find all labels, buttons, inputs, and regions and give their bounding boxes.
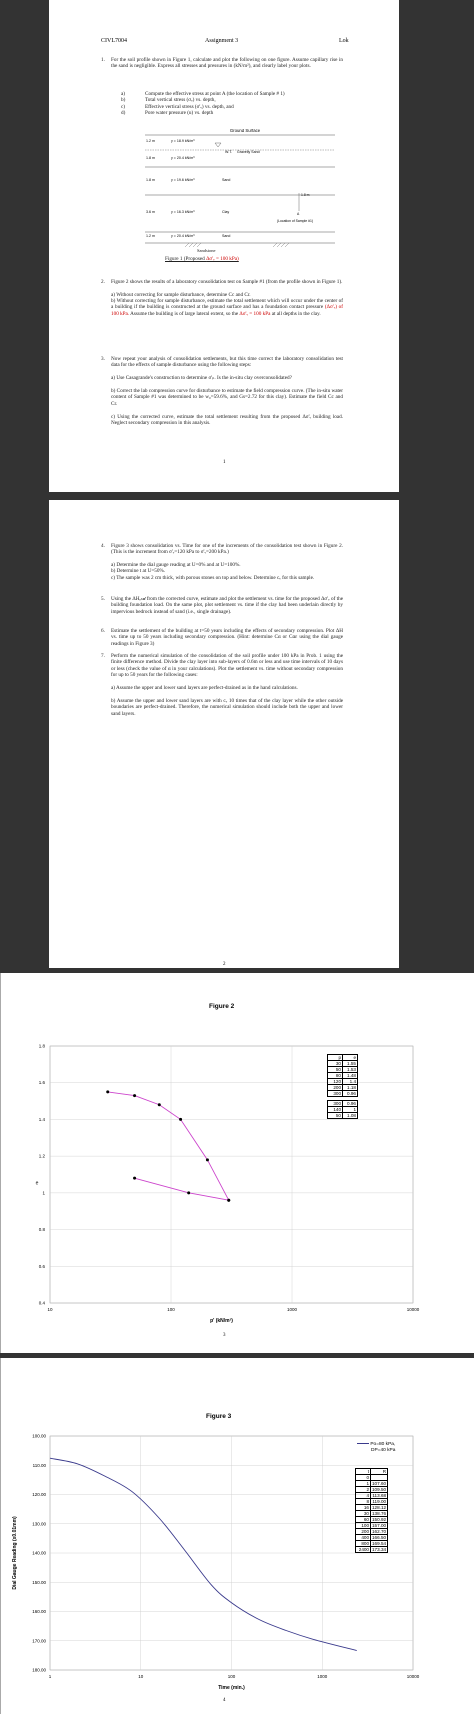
table-cell: 4 <box>356 1493 371 1499</box>
y-tick-label: 1.4 <box>38 1116 45 1122</box>
q4-part-c: c) The sample was 2 cm thick, with porous stones on top and below. Determine cᵥ for this sample. <box>111 575 315 581</box>
table-cell: 2 <box>356 1487 371 1493</box>
x-tick-label: 1000 <box>317 1674 328 1679</box>
layer-unit-weight: γ = 20.4 kN/m³ <box>171 234 195 238</box>
x-axis-label: p' (kN/m²) <box>210 1318 233 1324</box>
q3-part-c: c) Using the corrected curve, estimate the total settlement resulting from the proposed Δσ'ᵥ building load. Neglect secondary compression in this analysis. <box>111 414 343 427</box>
x-tick-label: 1 <box>48 1674 52 1679</box>
table-cell: 120 <box>328 1079 343 1085</box>
figure-2-chart <box>1 973 474 1353</box>
table-cell: 100 <box>356 1523 371 1529</box>
q1-item-label: a) <box>121 91 126 97</box>
bedrock-label: Sandstone <box>197 248 216 253</box>
q5-text: Using the ΔHₑₙ𝒹 from the corrected curve, estimate and plot the settlement vs. time for the proposed Δσ'ᵥ of the building foundation load. On the same plot, plot settlement vs. time if the clay had been underlain directly by impervious bedrock instead of sand (i.e., single drainage). <box>111 596 343 615</box>
y-tick-label: 160.00 <box>32 1609 46 1614</box>
layer-thickness: 1.8 m <box>146 156 155 160</box>
figure-1-caption-text: Figure 1 (Proposed <box>165 256 207 262</box>
table-cell: 80 <box>328 1073 343 1079</box>
document-page-2 <box>49 500 399 968</box>
table-cell: 1.55 <box>343 1061 358 1067</box>
y-tick-label: 1.6 <box>38 1080 45 1086</box>
y-tick-label: 1.2 <box>38 1153 45 1159</box>
q1-item-text: Total vertical stress (σᵥ) vs. depth, <box>145 97 216 104</box>
table-cell: 300 <box>328 1101 343 1107</box>
table-cell: R <box>371 1469 388 1475</box>
y-tick-label: 180.00 <box>32 1667 46 1673</box>
x-tick-label: 10 <box>138 1674 144 1679</box>
y-tick-label: 150.00 <box>32 1579 46 1585</box>
page-number: 3 <box>223 1333 226 1338</box>
table-cell: 50 <box>328 1113 343 1119</box>
layer-thickness: 1.2 m <box>146 139 155 143</box>
table-cell: 2400 <box>356 1547 371 1553</box>
x-tick-label: 10000 <box>406 1674 420 1679</box>
y-tick-label: 170.00 <box>32 1638 46 1644</box>
q3-part-b: b) Correct the lab compression curve for disturbance to estimate the field compression curve. (The in-situ water content of Sample #1 was determined to be w₀=59.6%, and Gs=2.72 for this clay). Estimate the field Cc and Cr. <box>111 388 343 407</box>
layer-soil-type: Sand <box>222 178 231 182</box>
water-table-icon <box>215 143 221 147</box>
table-cell: 30 <box>328 1061 343 1067</box>
figure-1-caption-load: Δσ'ᵥ = 100 kPa) <box>206 256 239 262</box>
y-tick-label: 140.00 <box>32 1550 46 1556</box>
point-a-label: A <box>297 212 300 216</box>
data-point <box>133 1177 136 1180</box>
series-line <box>135 1178 229 1200</box>
legend-line-swatch <box>357 1443 369 1444</box>
y-tick-label: 110.00 <box>32 1462 46 1468</box>
layer-unit-weight: γ = 18.9 kN/m³ <box>171 139 195 143</box>
layer-unit-weight: γ = 16.3 kN/m³ <box>171 210 195 214</box>
q2-part-a: a) Without correcting for sample disturbance, determine Cc and Cr. <box>111 292 251 298</box>
author-name: Lok <box>339 38 349 44</box>
table-cell: 200 <box>356 1529 371 1535</box>
table-cell: 200 <box>328 1085 343 1091</box>
q3-part-a: a) Use Casagrande's construction to determine σ'ₚ. Is the in-situ clay overconsolidated? <box>111 375 292 381</box>
table-cell: 50 <box>328 1067 343 1073</box>
x-tick-label: 10000 <box>406 1307 420 1312</box>
q4-number: 4. <box>101 543 105 549</box>
page-number: 4 <box>223 1698 226 1703</box>
y-tick-label: 1.8 <box>38 1043 45 1049</box>
data-point <box>133 1094 136 1097</box>
table-cell: 113.68 <box>372 1493 387 1498</box>
y-tick-label: 130.00 <box>32 1521 46 1527</box>
q2-part-b-load-2: Δσ'ᵥ = 100 kPa <box>239 310 271 317</box>
series-line <box>108 1092 229 1200</box>
layer-unit-weight: γ = 20.4 kN/m³ <box>171 156 195 160</box>
y-tick-label: 0.6 <box>38 1263 45 1269</box>
table-cell: e <box>343 1055 358 1061</box>
table-cell: 109.50 <box>372 1487 387 1492</box>
sample-location-label: (Location of Sample #1) <box>277 219 313 223</box>
assignment-title: Assignment 3 <box>205 38 239 44</box>
plot-area <box>50 1046 413 1303</box>
q1-number: 1. <box>101 57 105 63</box>
table-cell: 30 <box>356 1511 371 1517</box>
q4-part-b: b) Determine t at U=50%. <box>111 568 166 574</box>
q1-item <box>121 110 351 116</box>
table-cell: t <box>356 1469 371 1475</box>
table-cell: 400 <box>356 1535 371 1541</box>
q7-part-b: b) Assume the upper and lower sand layers are with cᵥ 10 times that of the clay layer while the other outside boundaries are perfect-drained. Therefore, the numerical simulation should include both the upper and lower sand layers. <box>111 698 343 717</box>
table-cell: 8 <box>356 1499 371 1505</box>
q7-part-a: a) Assume the upper and lower sand layers are perfect-drained as in the hand calculations. <box>111 685 298 691</box>
water-table-label: W.T. <box>225 150 232 154</box>
table-cell: 162.70 <box>372 1529 387 1534</box>
q3-number: 3. <box>101 356 105 362</box>
soil-profile-diagram <box>145 129 345 247</box>
table-cell: 169.54 <box>372 1541 387 1546</box>
table-cell: 128.12 <box>372 1505 387 1510</box>
figure-1-caption <box>165 256 239 262</box>
table-cell: 300 <box>328 1091 343 1097</box>
q1-item-text: Effective vertical stress (σ'ᵥ) vs. depth, and <box>145 103 234 110</box>
q2-intro: Figure 2 shows the results of a laboratory consolidation test on Sample #1 (from the profile shown in Figure 1). <box>111 279 343 285</box>
y-tick-label: 120.00 <box>32 1492 46 1497</box>
table-row <box>356 1547 388 1553</box>
figure-3-chart <box>1 1358 474 1714</box>
q6-number: 6. <box>101 628 105 634</box>
document-page-3 <box>0 973 474 1353</box>
q7-text: Perform the numerical simulation of the consolidation of the soil profile under 100 kPa in Prob. 1 using the finite difference method. Divide the clay layer into sub-layers of 0.6m or less and use time intervals of 10 days or less (check the value of α in your calculations). Plot the settlement vs. time without secondary compression for up to 50 years for the following cases: <box>111 653 343 678</box>
y-axis-label: Dial Gauge Reading (x0.01mm) <box>12 1516 18 1590</box>
y-tick-label: 0.4 <box>38 1300 45 1306</box>
table-cell: 1.53 <box>343 1067 358 1073</box>
table-cell: 16 <box>356 1505 371 1511</box>
page-number: 1 <box>223 460 226 465</box>
point-a-depth: 1.8 m <box>301 193 310 197</box>
x-tick-label: 1000 <box>286 1307 298 1312</box>
table-cell: 150.92 <box>372 1517 387 1522</box>
q4-intro: Figure 3 shows consolidation vs. Time for one of the increments of the consolidation test shown in Figure 2. (This is the increment from σ'ᵥ=120 kPa to σ'ᵥ=200 kPa.) <box>111 543 343 556</box>
table-cell: 140 <box>328 1107 343 1113</box>
layer-thickness: 1.8 m <box>146 178 155 182</box>
data-point <box>106 1090 109 1093</box>
q3-intro: Now repeat your analysis of consolidation settlements, but this time correct the laboratory consolidation test data for the effects of sample disturbance using the following steps: <box>111 356 343 369</box>
y-axis-label: e <box>35 1180 39 1187</box>
table-cell: 0.96 <box>343 1091 358 1097</box>
table-cell: 157.00 <box>372 1523 387 1528</box>
data-point <box>187 1191 190 1194</box>
table-cell: 138.76 <box>372 1511 387 1516</box>
layer-soil-type: Gravelly Sand <box>237 150 260 154</box>
q2-part-b-text-3: at all depths in the clay. <box>270 310 321 317</box>
layer-soil-type: Sand <box>222 234 231 238</box>
table-cell: p <box>328 1055 343 1061</box>
figure-3-legend <box>357 1442 395 1454</box>
legend-label-line-1: Po=80 kPa, <box>370 1442 396 1447</box>
q1-item-label: c) <box>121 103 126 110</box>
table-cell: 1.4 <box>343 1079 358 1085</box>
document-page-4 <box>0 1358 474 1714</box>
y-tick-label: 100.00 <box>32 1433 46 1439</box>
q2-part-b <box>111 298 343 317</box>
layer-thickness: 3.6 m <box>146 210 155 214</box>
table-cell: 1.18 <box>343 1085 358 1091</box>
table-cell: 1.08 <box>343 1113 358 1119</box>
bedrock-hatch-left <box>185 243 201 247</box>
q6-text: Estimate the settlement of the building at t=50 years including the effects of secondary compression. Plot ΔH vs. time up to 50 years including secondary compression. (Hint: determine Cα or Cαε using the dial gauge readings in Figure 3) <box>111 628 343 647</box>
q2-part-b-load: (Δσ'ᵥ) of 100 kPa. <box>111 304 343 317</box>
table-cell: 0 <box>356 1475 371 1481</box>
q1-intro: For the soil profile shown in Figure 1, calculate and plot the following on one figure. Assume capillary rise in the sand is negligible. Express all stresses and pressures in (kN/m²), and clearly label your plots. <box>111 57 343 70</box>
table-cell: 1 <box>356 1481 371 1487</box>
figure-2-data-table <box>327 1054 358 1119</box>
page-number: 2 <box>223 962 226 967</box>
q1-item-text: Compute the effective stress at point A (the location of Sample # 1) <box>145 91 285 97</box>
layer-unit-weight: γ = 19.6 kN/m³ <box>171 178 195 182</box>
x-tick-label: 10 <box>47 1307 53 1312</box>
course-code: CIVL7004 <box>101 38 127 44</box>
q1-item-list <box>121 91 351 116</box>
x-tick-label: 100 <box>167 1307 175 1312</box>
q2-number: 2. <box>101 279 105 285</box>
data-point <box>158 1103 161 1106</box>
table-cell: 800 <box>356 1541 371 1547</box>
table-cell: 1 <box>343 1107 358 1113</box>
q1-item-label: b) <box>121 97 126 104</box>
data-point <box>227 1199 230 1202</box>
table-cell: 1.48 <box>343 1073 358 1079</box>
q7-number: 7. <box>101 653 105 659</box>
layer-soil-type: Clay <box>222 210 230 214</box>
series-line <box>50 1458 357 1650</box>
y-tick-label: 1 <box>42 1190 45 1196</box>
q1-item-text: Pore water pressure (u) vs. depth <box>145 109 214 116</box>
figure-3-data-table <box>355 1468 388 1553</box>
figure-2-title: Figure 2 <box>209 1003 235 1010</box>
q5-number: 5. <box>101 596 105 602</box>
x-tick-label: 100 <box>227 1674 236 1679</box>
bedrock-hatch-right <box>273 243 289 247</box>
table-cell: 166.50 <box>372 1535 387 1540</box>
x-axis-label: Time (min.) <box>218 1685 245 1691</box>
document-page-1 <box>49 0 399 492</box>
data-point <box>179 1118 182 1121</box>
table-row <box>328 1113 358 1119</box>
table-cell: 60 <box>356 1517 371 1523</box>
q4-part-a: a) Determine the dial gauge reading at U=0% and at U=100%. <box>111 562 241 568</box>
table-cell: 0.96 <box>343 1101 358 1107</box>
figure-3-title: Figure 3 <box>206 1413 232 1420</box>
data-point <box>206 1158 209 1161</box>
q2-part-b-text: b) Without correcting for sample disturbance, estimate the total settlement which will occur under the center of a building if the building is constructed at the ground surface and has a foundation contact pressure <box>111 298 343 311</box>
q1-item-label: d) <box>121 109 126 116</box>
table-cell: 173.34 <box>372 1547 387 1552</box>
q2-part-b-text-2: Assume the building is of large lateral extent, so the <box>129 310 240 317</box>
ground-surface-label: Ground Surface <box>229 129 261 133</box>
y-tick-label: 0.8 <box>38 1227 45 1233</box>
table-cell: 119.00 <box>372 1499 387 1504</box>
layer-thickness: 1.2 m <box>146 234 155 238</box>
legend-label-line-2: DP=40 kPa <box>371 1448 396 1453</box>
table-cell: 107.60 <box>372 1481 387 1486</box>
